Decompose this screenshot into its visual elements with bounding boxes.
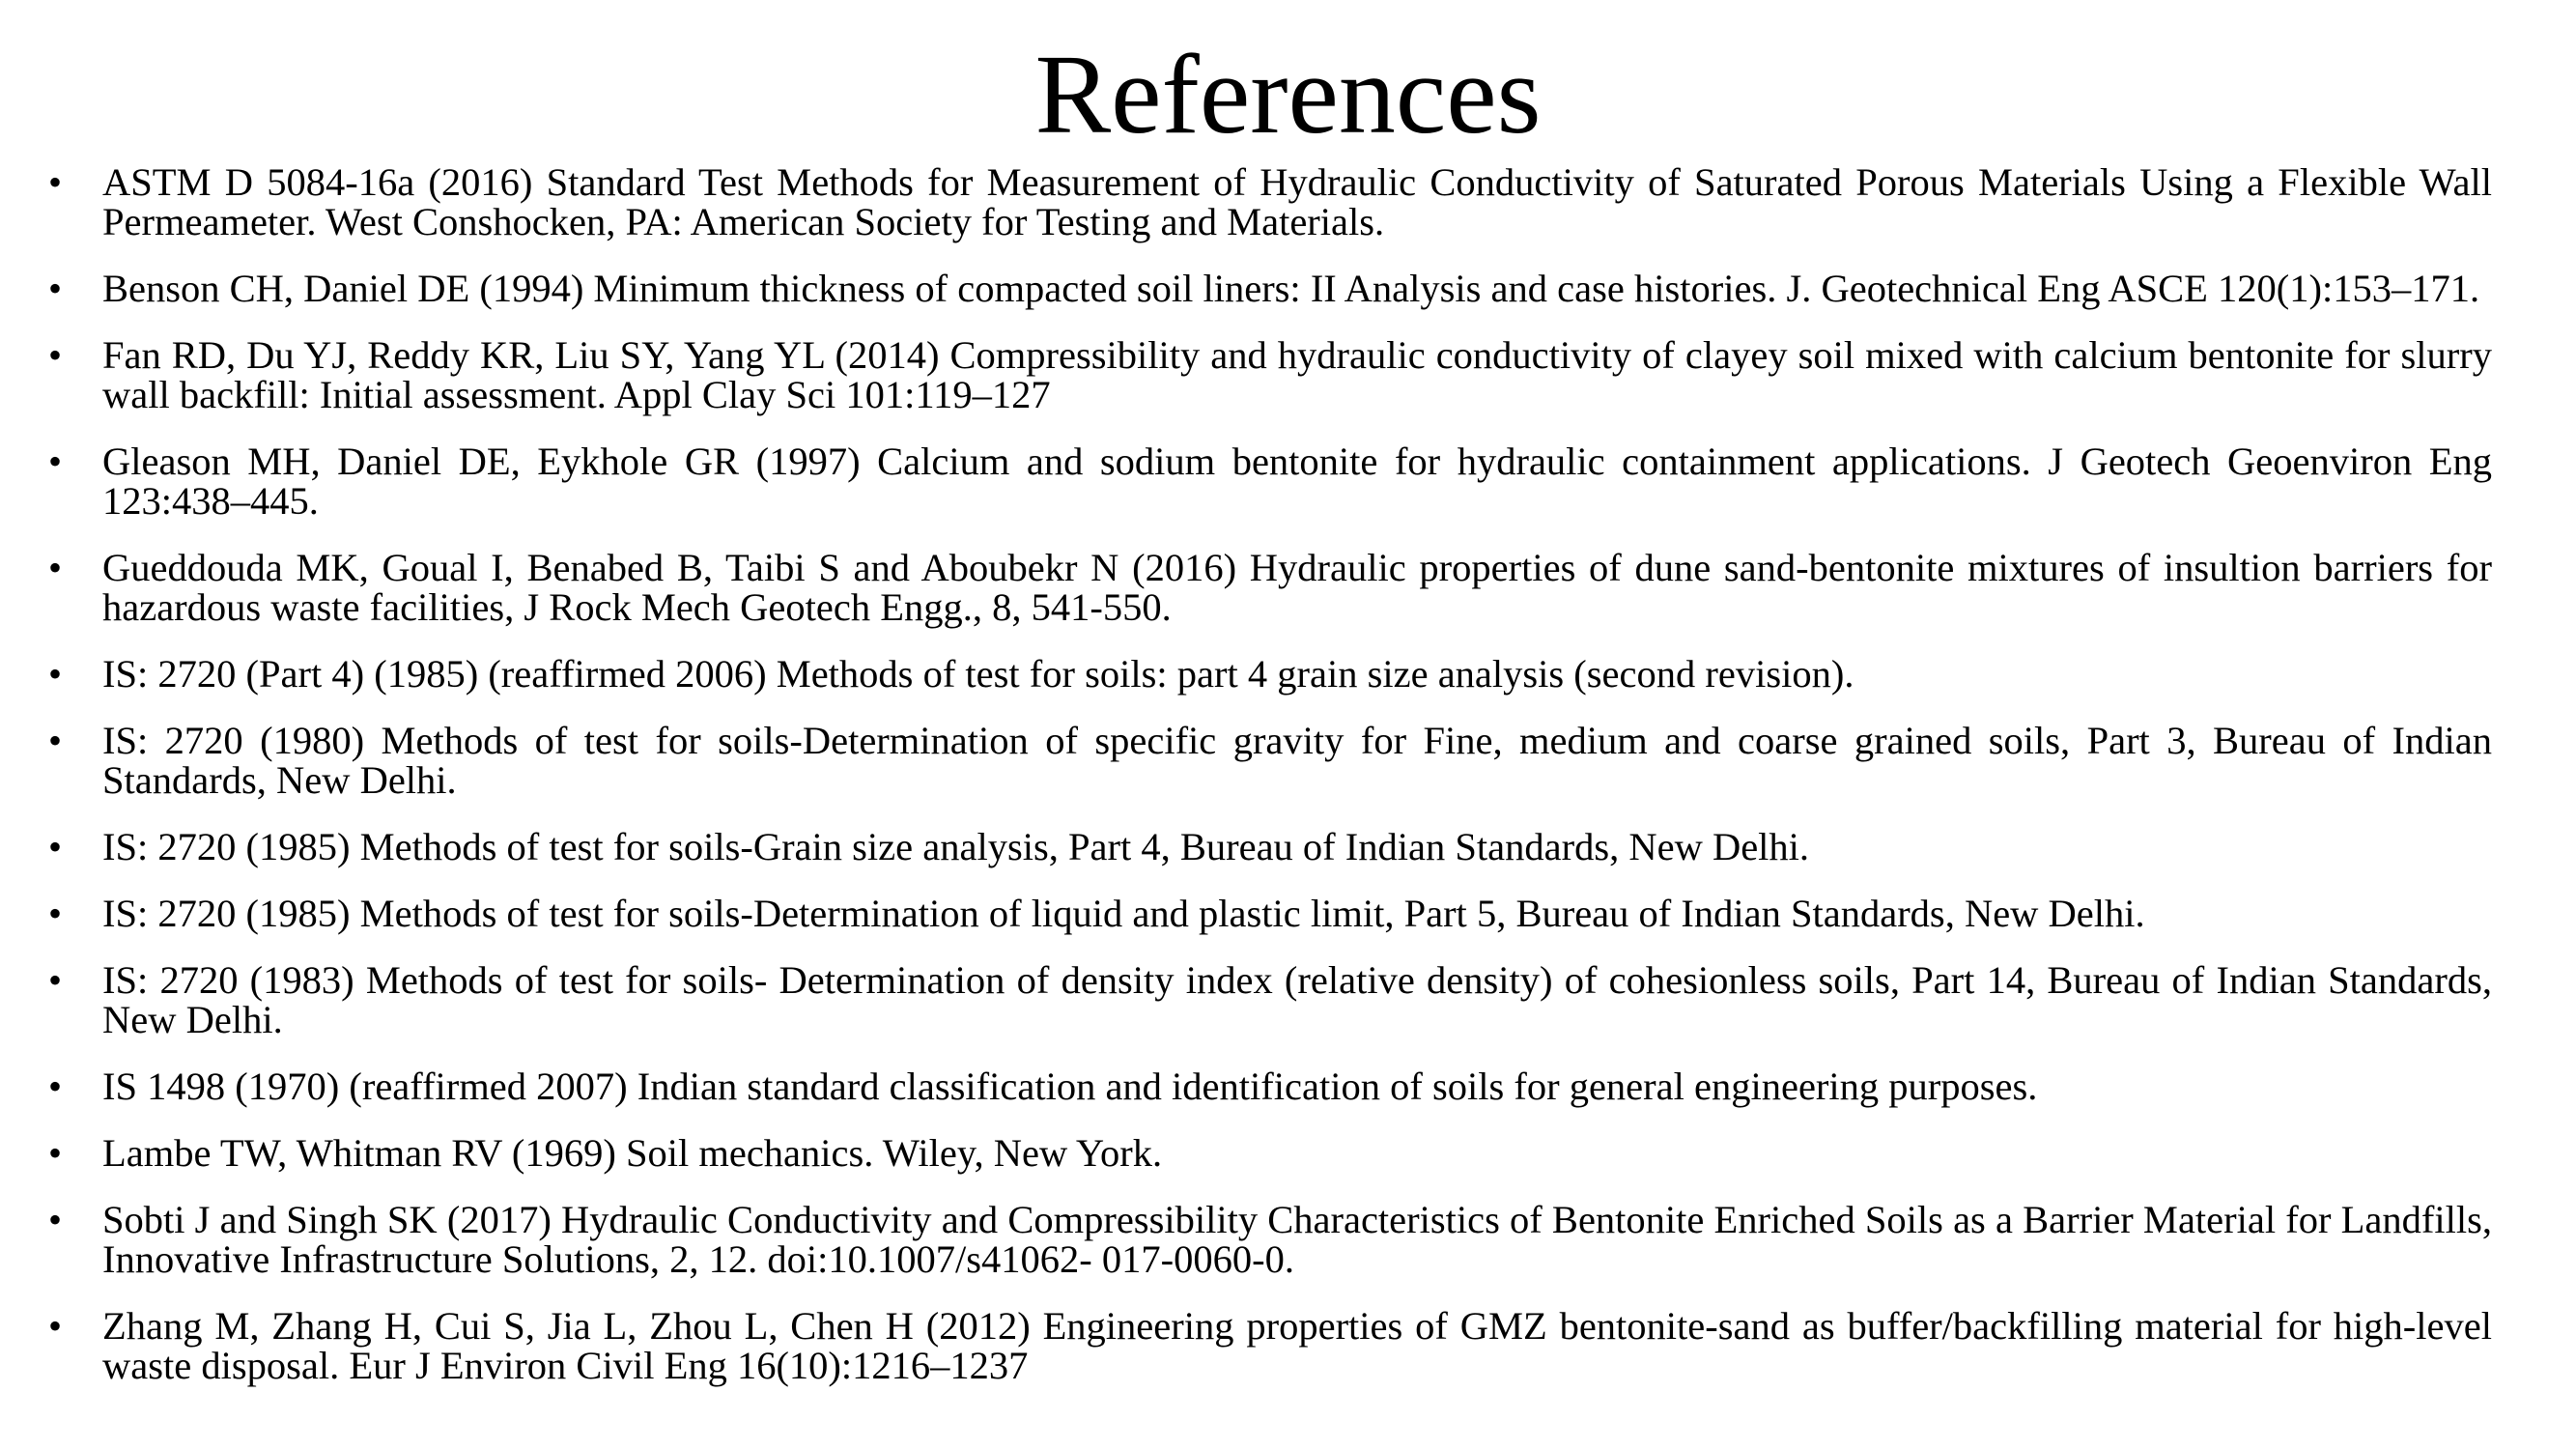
- reference-text: IS: 2720 (1985) Methods of test for soils-Determination of liquid and plastic limit, Part 5, Bureau of Indian Standards, New Delhi.: [102, 892, 2145, 935]
- reference-text: IS: 2720 (1983) Methods of test for soils- Determination of density index (relative density) of cohesionless soils, Part 14, Bureau of Indian Standards, New Delhi.: [102, 958, 2492, 1041]
- bullet-icon: •: [48, 440, 63, 483]
- reference-text: IS: 2720 (1985) Methods of test for soils-Grain size analysis, Part 4, Bureau of Indian Standards, New Delhi.: [102, 825, 1810, 868]
- reference-item: [48, 441, 2492, 521]
- reference-item: [48, 960, 2492, 1039]
- reference-text: ASTM D 5084-16a (2016) Standard Test Methods for Measurement of Hydraulic Conductivity of Saturated Porous Materials Using a Flexible Wall Permeameter. West Conshocken, PA: American Society for Testing and Materials.: [102, 160, 2492, 243]
- bullet-icon: •: [48, 160, 63, 204]
- reference-text: Benson CH, Daniel DE (1994) Minimum thickness of compacted soil liners: II Analysis and case histories. J. Geotechnical Eng ASCE 120(1):153–171.: [102, 267, 2480, 310]
- reference-item: [48, 162, 2492, 242]
- reference-item: [48, 335, 2492, 414]
- reference-item: [48, 894, 2492, 933]
- reference-item: [48, 269, 2492, 308]
- slide-title: References: [1034, 31, 1542, 157]
- reference-text: Gueddouda MK, Goual I, Benabed B, Taibi S and Aboubekr N (2016) Hydraulic properties of dune sand-bentonite mixtures of insultion barriers for hazardous waste facilities, J Rock Mech Geotech Engg., 8, 541-550.: [102, 546, 2492, 629]
- reference-text: Sobti J and Singh SK (2017) Hydraulic Conductivity and Compressibility Characteristics of Bentonite Enriched Soils as a Barrier Material for Landfills, Innovative Infrastructure Solutions, 2, 12. doi:10.1007/s41062- 017-0060-0.: [102, 1198, 2492, 1281]
- reference-list: [48, 162, 2492, 1412]
- reference-text: Lambe TW, Whitman RV (1969) Soil mechanics. Wiley, New York.: [102, 1131, 1163, 1175]
- reference-text: Fan RD, Du YJ, Reddy KR, Liu SY, Yang YL (2014) Compressibility and hydraulic conductivity of clayey soil mixed with calcium bentonite for slurry wall backfill: Initial assessment. Appl Clay Sci 101:119–127: [102, 333, 2492, 416]
- bullet-icon: •: [48, 1304, 63, 1348]
- reference-item: [48, 1133, 2492, 1173]
- bullet-icon: •: [48, 333, 63, 377]
- reference-text: IS 1498 (1970) (reaffirmed 2007) Indian standard classification and identification of soils for general engineering purposes.: [102, 1065, 2038, 1108]
- bullet-icon: •: [48, 267, 63, 310]
- reference-item: [48, 721, 2492, 800]
- reference-item: [48, 548, 2492, 627]
- bullet-icon: •: [48, 546, 63, 589]
- bullet-icon: •: [48, 958, 63, 1002]
- reference-item: [48, 1200, 2492, 1279]
- reference-text: Gleason MH, Daniel DE, Eykhole GR (1997) Calcium and sodium bentonite for hydraulic containment applications. J Geotech Geoenviron Eng 123:438–445.: [102, 440, 2492, 523]
- reference-item: [48, 827, 2492, 867]
- bullet-icon: •: [48, 892, 63, 935]
- bullet-icon: •: [48, 825, 63, 868]
- bullet-icon: •: [48, 1131, 63, 1175]
- bullet-icon: •: [48, 1065, 63, 1108]
- bullet-icon: •: [48, 1198, 63, 1241]
- reference-text: IS: 2720 (Part 4) (1985) (reaffirmed 2006) Methods of test for soils: part 4 grain size analysis (second revision).: [102, 652, 1854, 696]
- bullet-icon: •: [48, 652, 63, 696]
- reference-text: Zhang M, Zhang H, Cui S, Jia L, Zhou L, Chen H (2012) Engineering properties of GMZ bentonite-sand as buffer/backfilling material for high-level waste disposal. Eur J Environ Civil Eng 16(10):1216–1237: [102, 1304, 2492, 1387]
- reference-item: [48, 1306, 2492, 1385]
- reference-item: [48, 1066, 2492, 1106]
- reference-item: [48, 654, 2492, 694]
- reference-text: IS: 2720 (1980) Methods of test for soils-Determination of specific gravity for Fine, medium and coarse grained soils, Part 3, Bureau of Indian Standards, New Delhi.: [102, 719, 2492, 802]
- bullet-icon: •: [48, 719, 63, 762]
